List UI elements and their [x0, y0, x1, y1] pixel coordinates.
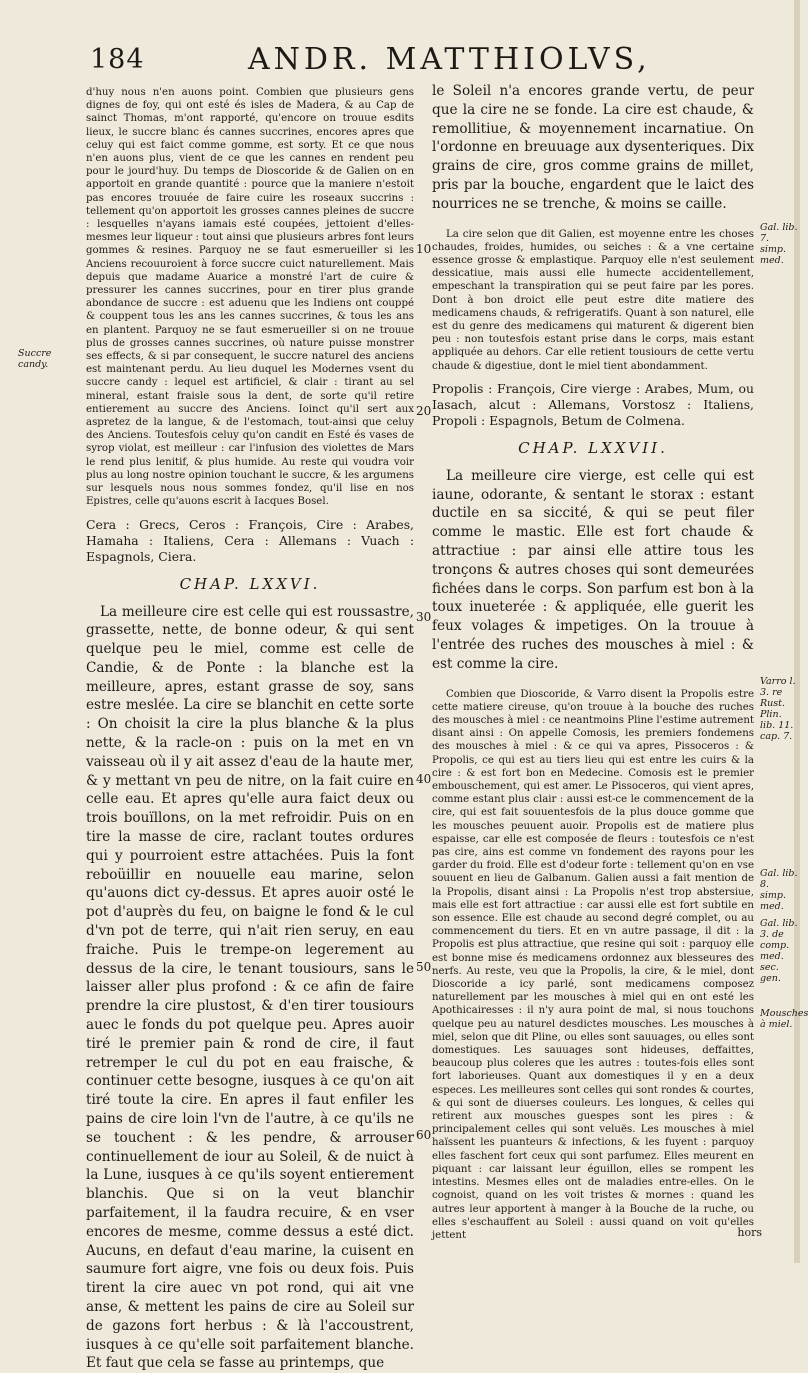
right-paragraph-cire-vierge: La meilleure cire vierge, est celle qui est iaune, odorante, & sentant le storax : estant ductile en sa siccité, & qui se peut filer comme le mastic. Elle est fort chaude & attractiue : par ainsi elle attire tous les tronçons & autres choses qui sont demeurées fichées dans le corps. Son parfum est bon à la toux inueterée : & appliquée, elle guerit les feux volages & impetiges. On la trouue à l'entrée des ruches des mousches à miel : & est comme la cire.	[432, 467, 754, 674]
right-paragraph-cire-cont: le Soleil n'a encores grande vertu, de peur que la cire ne se fonde. La cire est chaude, & remollitiue, & moyennement incarnatiue. On l'ordonne en breuuage aux dysenteriques. Dix grains de cire, gros comme grains de millet, pris par la bouche, engardent que le laict des nourrices ne se trenche, & moins se caille.	[432, 82, 754, 214]
page-edge	[794, 0, 800, 1263]
line-number-10: 10	[416, 242, 431, 256]
margin-note-succre-candy: Succre candy.	[18, 348, 82, 370]
page-header	[82, 44, 742, 84]
right-paragraph-galien: La cire selon que dit Galien, est moyenne entre les choses chaudes, froides, humides, ou seiches : & a vne certaine essence grosse & emplastique. Parquoy elle n'est seulement dessicatiue, mais aussi elle humecte accidentellement, empeschant la transpiration qui se peut faire par les pores. Dont à bon droict elle peut estre dite matiere des medicamens chauds, & refrigeratifs. Quant à son naturel, elle est du genre des medicamens qui maturent & digerent bien peu : non toutesfois estant prise dans le corps, mais estant appliquée au dehors. Car elle retient tousiours de cette vertu chaude & digestiue, dont le miel tient abondamment.	[432, 228, 754, 373]
line-number-50: 50	[416, 960, 431, 974]
page-number: 184	[90, 44, 145, 75]
left-column	[86, 86, 414, 1373]
line-number-30: 30	[416, 610, 431, 624]
margin-note-varro: Varro l. 3. re Rust. Plin. lib. 11. cap. 7.	[760, 676, 798, 742]
right-paragraph-propolis: Combien que Dioscoride, & Varro disent la Propolis estre cette matiere cireuse, qu'on trouue à la bouche des ruches des mousches à miel : ce neantmoins Pline l'estime autrement disant ainsi : On appelle Comosis, les premiers fondemens des mousches à miel : & ce qui va apres, Pissoceros : & Propolis, ce qui est au tiers lieu qui est entre les cuirs & la cire : & est fort bon en Medecine. Comosis est le premier embouschement, qui est amer. Le Pissoceros, qui vient apres, comme estant plus clair : aussi est-ce le commencement de la cire, qui est fait souuentesfois de la plus douce gomme que les mousches peuuent auoir. Propolis est de matiere plus espaisse, car elle est composée de fleurs : toutesfois ce n'est pas cire, ains est comme vn fondement des rayons pour les garder du froid. Elle est d'odeur forte : tellement qu'on en vse souuent en lieu de Galbanum. Galien aussi a fait mention de la Propolis, disant ainsi : La Propolis n'est trop abstersiue, mais elle est fort attractiue : car aussi elle est fort subtile en son essence. Elle est chaude au second degré complet, ou au commencement du tiers. Et en vn autre passage, il dit : la Propolis est plus attractiue, que resine qui soit : parquoy elle est bonne mise és medicamens ordonnez aux blesseures des nerfs. Au reste, veu que la Propolis, la cire, & le miel, dont Dioscoride a icy parlé, sont medicamens composez naturellement par les mousches à miel qui en ont esté les Apothicairesses : il n'y aura point de mal, si nous touchons quelque peu au naturel desdictes mousches. Les mousches à miel, selon que dit Pline, ou elles sont sauuages, ou elles sont domestiques. Les sauuages sont hideuses, deffaittes, beaucoup plus coleres que les autres : toutes-fois elles sont fort laborieuses. Quant aux domestiques il y en a deux especes. Les meilleures sont celles qui sont rondes & courtes, & qui sont de diuerses couleurs. Les longues, & celles qui retirent aux mousches guespes sont les pires : & principalement celles qui sont veluës. Les mousches à miel haïssent les puanteurs & infections, & les fuyent : parquoy elles faschent fort ceux qui sont parfumez. Elles meurent en piquant : car laissant leur éguillon, elles se rompent les intestins. Mesmes elles ont de maladies entre-elles. On le cognoist, quand on les voit tristes & mornes : quand les autres leur apportent à manger à la Bouche de la ruche, ou elles s'eschauffent au Soleil : aussi quand on voit qu'elles jettent	[432, 688, 754, 1243]
left-paragraph-cire: La meilleure cire est celle qui est roussastre, grassette, nette, de bonne odeur, & qui sent quelque peu le miel, comme est celle de Candie, & de Ponte : la blanche est la meilleure, apres, estant grasse de soy, sans estre meslée. La cire se blanchit en cette sorte : On choisit la cire la plus blanche & la plus nette, & la racle-on : puis on la met en vn vaisseau où il y ait assez d'eau de la haute mer, & y mettant vn peu de nitre, on la fait cuire en celle eau. Et apres qu'elle aura faict deux ou trois bouïllons, on la met refroidir. Puis on en tire la masse de cire, raclant toutes ordures qui y pourroient estre attachées. Puis la font reboüillir en nouuelle eau marine, selon qu'auons dict cy-dessus. Et apres auoir osté le pot d'auprès du feu, on baigne le fond & le cul d'vn pot de terre, qui n'ait rien seruy, en eau fraiche. Puis le trempe-on legerement au dessus de la cire, le tenant tousiours, sans le laisser aller plus profond : & ce afin de faire prendre la cire plustost, & d'en tirer tousiours auec le fonds du pot quelque peu. Apres auoir tiré le premier pain & rond de cire, il faut retremper le cul du pot en eau fraische, & continuer cette besogne, iusques à ce qu'on ait tiré toute la cire. En apres il faut enfiler les pains de cire loin l'vn de l'autre, à ce qu'ils ne se touchent : & les pendre, & arrouser continuellement de iour au Soleil, & de nuict à la Lune, iusques à ce qu'ils soyent entierement blanchis. Que si on la veut blanchir parfaitement, il la faudra recuire, & en vser encores de mesme, comme dessus a esté dict. Aucuns, en defaut d'eau marine, la cuisent en saumure fort aigre, vne fois ou deux fois. Puis tirent la cire auec vn pot rond, qui ait vne anse, & mettent les pains de cire au Soleil sur de gazons fort herbus : & là l'accoustrent, iusques à ce qu'elle soit parfaitement blanche. Et faut que cela se fasse au printemps, que	[86, 603, 414, 1373]
right-nomenclature: Propolis : François, Cire vierge : Arabes, Mum, ou Iasach, alcut : Allemans, Vorstosz : Italiens, Propoli : Espagnols, Betum de Colmena.	[432, 381, 754, 429]
line-number-40: 40	[416, 772, 431, 786]
chapter-heading-lxxvi: CHAP. LXXVI.	[86, 575, 414, 593]
margin-note-galien: Gal. lib. 7. simp. med.	[760, 222, 798, 266]
line-number-20: 20	[416, 404, 431, 418]
catchword: hors	[737, 1226, 762, 1239]
margin-note-mousches: Mousches à miel.	[760, 1008, 798, 1030]
margin-note-galien-2: Gal. lib. 8. simp. med.	[760, 868, 798, 912]
right-column	[432, 82, 754, 1242]
running-head: ANDR. MATTHIOLVS,	[248, 42, 651, 77]
left-nomenclature: Cera : Grecs, Ceros : François, Cire : Arabes, Hamaha : Italiens, Cera : Allemans : Vuach : Espagnols, Ciera.	[86, 517, 414, 565]
line-number-60: 60	[416, 1128, 431, 1142]
left-paragraph-succre: d'huy nous n'en auons point. Combien que plusieurs gens dignes de foy, qui ont esté és isles de Madera, & au Cap de sainct Thomas, m'ont rapporté, qu'encore on trouue esdits lieux, le succre blanc és cannes succrines, encores apres que celuy qui est faict comme gomme, est sorty. Et ce que nous n'en auons plus, vient de ce que les cannes en rendent peu pour le jourd'huy. Du temps de Dioscoride & de Galien on en apportoit en grande quantité : pource que la maniere n'estoit pas encores trouuée de faire cuire les roseaux succrins : tellement qu'on apportoit les grosses cannes pleines de succre : lesquelles n'ayans iamais esté coupées, jettoient d'elles-mesmes leur liqueur : tout ainsi que plusieurs arbres font leurs gommes & resines. Parquoy ne se faut esmerueiller si les Anciens recouuroient à force succre cuict naturellement. Mais depuis que madame Auarice a monstré l'art de cuire & pressurer les cannes succrines, pour en tirer plus grande abondance de succre : est aduenu que les Indiens ont couppé & couppent tous les ans les cannes succrines, & tous les ans en plantent. Parquoy ne se faut esmerueiller si on ne trouue plus de grosses cannes succrines, où nature puisse monstrer ses effects, & si par consequent, le succre naturel des anciens est maintenant perdu. Au lieu duquel les Modernes vsent du succre candy : lequel est artificiel, & clair : tirant au sel mineral, estant fraisle sous la dent, de sorte qu'il retire entierement au succre des Anciens. Ioinct qu'il sert aux aspretez de la langue, & de l'estomach, tout-ainsi que celuy des Anciens. Toutesfois celuy qu'on candit en Esté és vases de syrop violat, est meilleur : car l'infusion des violettes de Mars le rend plus lenitif, & plus humide. Au reste qui voudra voir plus au long nostre opinion touchant le succre, & les argumens sur lesquels nous nous sommes fondez, qu'il lise en nos Epistres, celle qu'auons escrit à Iacques Bosel.	[86, 86, 414, 509]
chapter-heading-lxxvii: CHAP. LXXVII.	[432, 439, 754, 457]
margin-note-galien-comp: Gal. lib. 3. de comp. med. sec. gen.	[760, 918, 798, 984]
